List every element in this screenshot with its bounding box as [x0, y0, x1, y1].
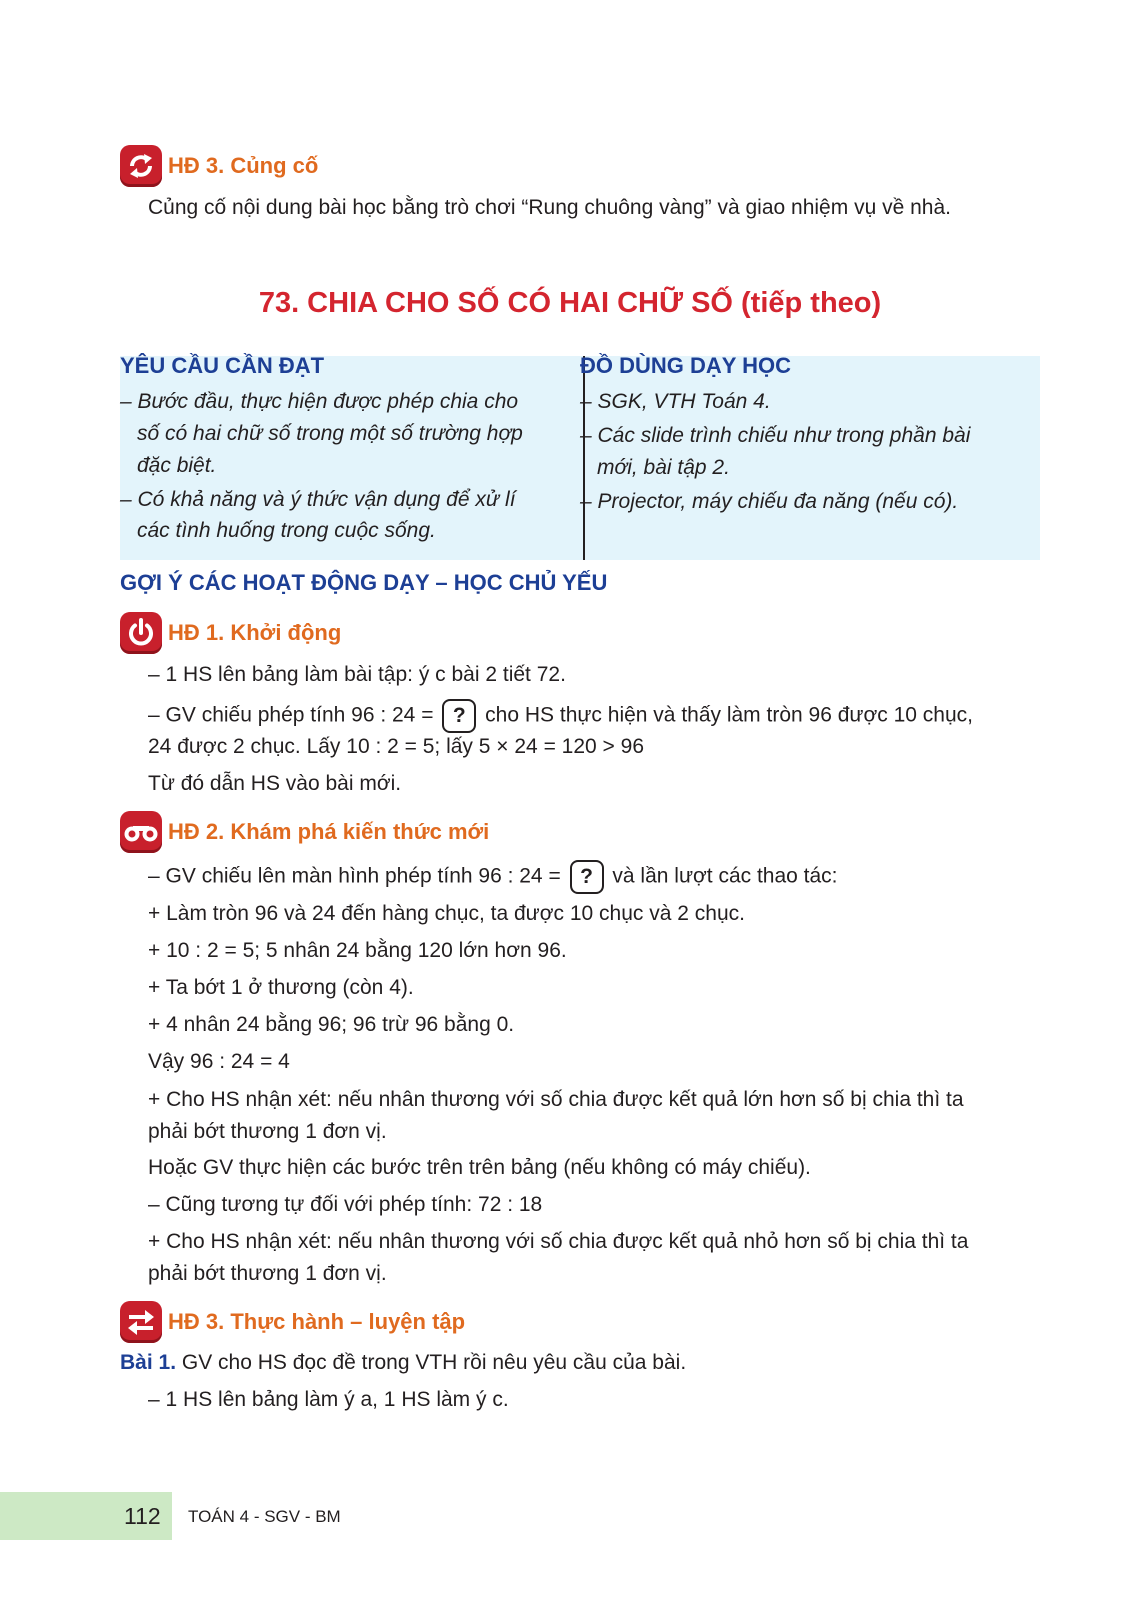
hd3-review-text: Củng cố nội dung bài học bằng trò chơi “Rung chuông vàng” và giao nhiệm vụ về nhà.	[148, 196, 951, 219]
bai1-line	[120, 1347, 686, 1379]
binoculars-icon	[120, 811, 162, 853]
hd2-line: + 4 nhân 24 bằng 96; 96 trừ 96 bằng 0.	[148, 1013, 515, 1036]
hd3-review-header	[120, 144, 318, 188]
hd2-line: + Làm tròn 96 và 24 đến hàng chục, ta được 10 chục và 2 chục.	[148, 902, 745, 925]
material-line: – Các slide trình chiếu như trong phần bài	[580, 424, 971, 447]
requirement-line: số có hai chữ số trong một số trường hợp	[137, 422, 523, 445]
hd2-line: – Cũng tương tự đối với phép tính: 72 : 18	[148, 1193, 543, 1216]
hd2-line-with-question	[148, 860, 838, 894]
requirement-line: đặc biệt.	[137, 454, 217, 477]
hd2-line-before: – GV chiếu lên màn hình phép tính 96 : 24 =	[148, 864, 561, 888]
hd1-header	[120, 611, 341, 655]
material-line: mới, bài tập 2.	[597, 456, 730, 479]
requirements-heading: YÊU CẦU CẦN ĐẠT	[120, 353, 325, 378]
hd2-line: + Cho HS nhận xét: nếu nhân thương với số chia được kết quả nhỏ hơn số bị chia thì ta	[148, 1230, 969, 1253]
hd1-line: – 1 HS lên bảng làm bài tập: ý c bài 2 tiết 72.	[148, 663, 566, 686]
hd1-title: HĐ 1. Khởi động	[168, 620, 342, 645]
requirement-line: – Có khả năng và ý thức vận dụng để xử lí	[120, 488, 516, 511]
lesson-title: 73. CHIA CHO SỐ CÓ HAI CHỮ SỐ (tiếp theo)	[258, 287, 882, 319]
hd2-line: Vậy 96 : 24 = 4	[148, 1050, 290, 1073]
activities-heading: GỢI Ý CÁC HOẠT ĐỘNG DẠY – HỌC CHỦ YẾU	[120, 570, 608, 595]
refresh-icon	[120, 145, 162, 187]
hd1-line-before: – GV chiếu phép tính 96 : 24 =	[148, 703, 434, 727]
footer-book-title: TOÁN 4 - SGV - BM	[188, 1507, 341, 1526]
hd2-line: phải bớt thương 1 đơn vị.	[148, 1120, 387, 1143]
hd2-header	[120, 810, 489, 854]
page-number: 112	[124, 1503, 161, 1529]
hd1-line: 24 được 2 chục. Lấy 10 : 2 = 5; lấy 5 × 24 = 120 > 96	[148, 735, 645, 758]
bai1-text: GV cho HS đọc đề trong VTH rồi nêu yêu cầu của bài.	[181, 1351, 687, 1374]
hd1-line-with-question	[148, 699, 973, 733]
material-line: – Projector, máy chiếu đa năng (nếu có).	[580, 490, 959, 513]
material-line: – SGK, VTH Toán 4.	[580, 390, 771, 413]
hd2-line: + Ta bớt 1 ở thương (còn 4).	[148, 976, 414, 999]
question-box: ?	[442, 699, 476, 733]
materials-heading: ĐỒ DÙNG DẠY HỌC	[580, 353, 792, 378]
hd3-practice-header	[120, 1300, 465, 1344]
hd1-line: Từ đó dẫn HS vào bài mới.	[148, 772, 402, 795]
power-icon	[120, 612, 162, 654]
hd3-practice-title: HĐ 3. Thực hành – luyện tập	[168, 1309, 466, 1334]
question-box: ?	[570, 860, 604, 894]
requirement-line: các tình huống trong cuộc sống.	[137, 519, 436, 542]
bai1-label: Bài 1.	[120, 1351, 177, 1374]
requirement-line: – Bước đầu, thực hiện được phép chia cho	[120, 390, 519, 413]
hd3-review-title: HĐ 3. Củng cố	[168, 153, 319, 178]
hd2-line: Hoặc GV thực hiện các bước trên trên bảng (nếu không có máy chiếu).	[148, 1156, 811, 1179]
hd2-line: + Cho HS nhận xét: nếu nhân thương với số chia được kết quả lớn hơn số bị chia thì ta	[148, 1088, 964, 1111]
exchange-arrows-icon	[120, 1301, 162, 1343]
hd2-line: phải bớt thương 1 đơn vị.	[148, 1262, 387, 1285]
hd2-line-after: và lần lượt các thao tác:	[612, 864, 838, 888]
hd2-line: + 10 : 2 = 5; 5 nhân 24 bằng 120 lớn hơn 96.	[148, 939, 567, 962]
hd1-line-after: cho HS thực hiện và thấy làm tròn 96 được 10 chục,	[485, 703, 973, 727]
bai1-detail: – 1 HS lên bảng làm ý a, 1 HS làm ý c.	[148, 1388, 509, 1411]
hd2-title: HĐ 2. Khám phá kiến thức mới	[168, 819, 490, 844]
